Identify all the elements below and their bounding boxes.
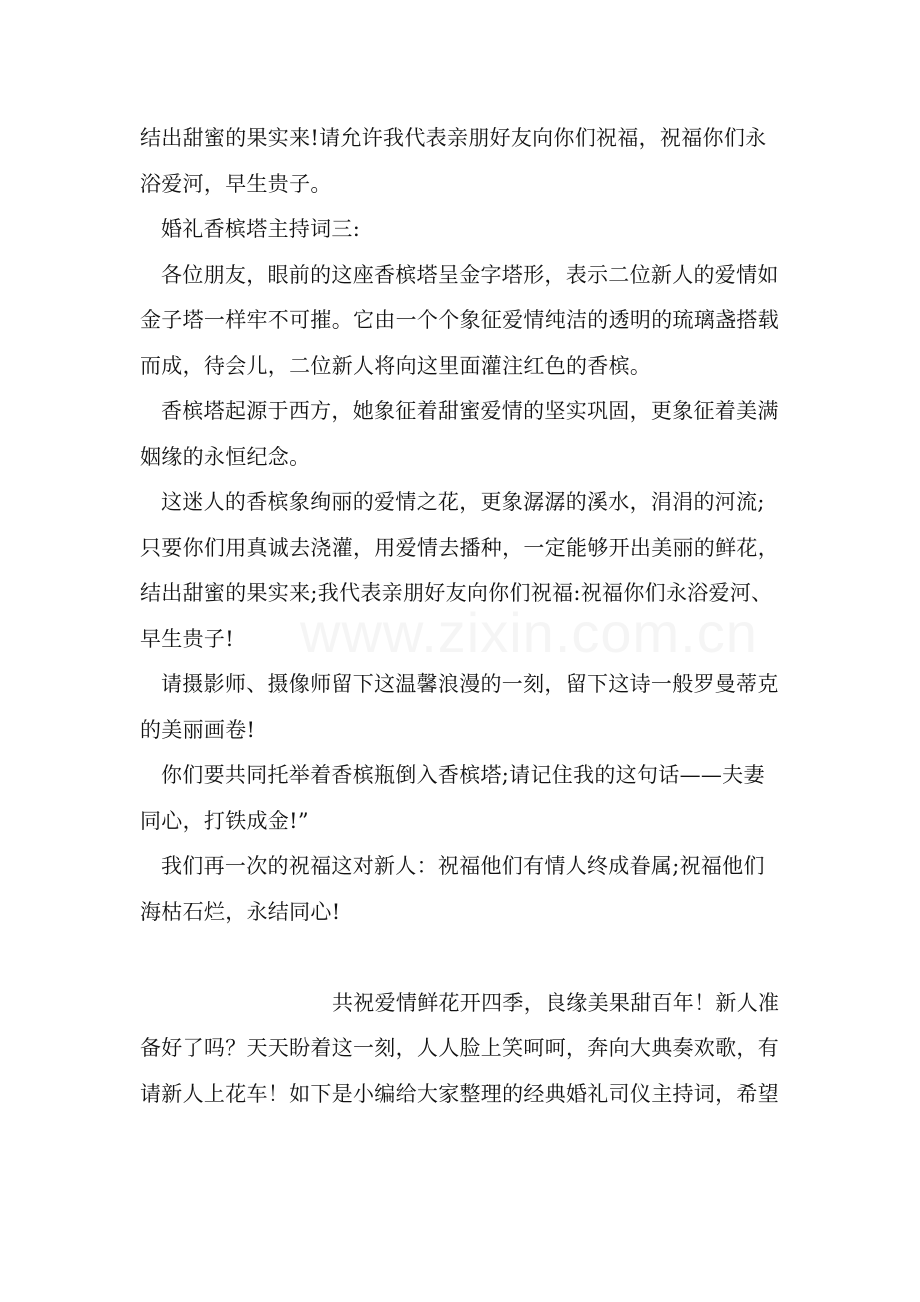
text-line: 姻缘的永恒纪念。 — [140, 444, 311, 469]
text-line: 各位朋友，眼前的这座香槟塔呈金字塔形，表示二位新人的爱情如 — [161, 262, 779, 287]
watermark: www.zixin.com.cn — [300, 601, 758, 664]
text-line: 海枯石烂，永结同心! — [140, 899, 341, 924]
text-line: 而成，待会儿，二位新人将向这里面灌注红色的香槟。 — [140, 353, 652, 378]
text-line: 香槟塔起源于西方，她象征着甜蜜爱情的坚实巩固，更象征着美满 — [161, 399, 779, 423]
text-line: 金子塔一样牢不可摧。它由一个个象征爱情纯洁的透明的琉璃盏搭载 — [140, 308, 779, 332]
text-line: 共祝爱情鲜花开四季，良缘美果甜百年！新人准 — [332, 990, 780, 1015]
text-line: 这迷人的香槟象绚丽的爱情之花，更象潺潺的溪水，涓涓的河流; — [161, 490, 765, 514]
document-body — [140, 116, 790, 1117]
text-line: 你们要共同托举着香槟瓶倒入香槟塔;请记住我的这句话——夫妻 — [161, 763, 765, 787]
text-line: 只要你们用真诚去浇灌，用爱情去播种，一定能够开出美丽的鲜花， — [140, 535, 779, 560]
text-line: 请摄影师、摄像师留下这温馨浪漫的一刻，留下这诗一般罗曼蒂克 — [161, 672, 779, 696]
text-line: 我们再一次的祝福这对新人：祝福他们有情人终成眷属;祝福他们 — [161, 854, 765, 878]
text-line: 请新人上花车！如下是小编给大家整理的经典婚礼司仪主持词，希望 — [140, 1081, 779, 1106]
section-heading: 婚礼香槟塔主持词三: — [161, 217, 361, 241]
text-line: 早生贵子! — [140, 626, 234, 651]
text-line: 结出甜蜜的果实来;我代表亲朋好友向你们祝福:祝福你们永浴爱河、 — [140, 581, 773, 605]
text-line: 的美丽画卷! — [140, 717, 256, 742]
text-line: 浴爱河，早生贵子。 — [140, 171, 332, 196]
text-line: 备好了吗？天天盼着这一刻，人人脸上笑呵呵，奔向大典奏欢歌，有 — [140, 1036, 779, 1060]
paragraph-spacer — [140, 935, 790, 981]
text-line: 同心，打铁成金!” — [140, 808, 309, 833]
text-line: 结出甜蜜的果实来!请允许我代表亲朋好友向你们祝福，祝福你们永 — [140, 126, 767, 150]
